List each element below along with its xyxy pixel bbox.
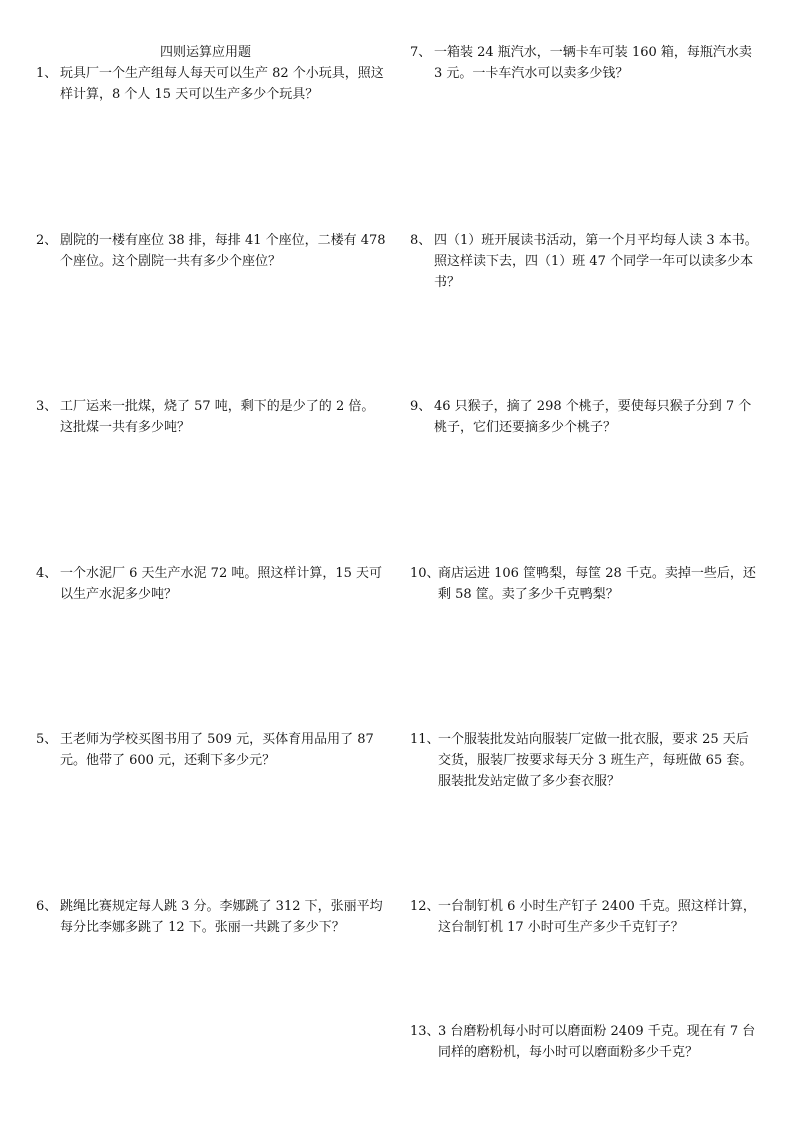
problem-number: 8、 xyxy=(410,233,432,248)
problem-number: 7、 xyxy=(410,45,432,60)
problem-number: 6、 xyxy=(36,899,58,914)
problem-text: 工厂运来一批煤，烧了 57 吨，剩下的是少了的 2 倍。这批煤一共有多少吨？ xyxy=(60,399,375,435)
problem-text: 王老师为学校买图书用了 509 元，买体育用品用了 87 元。他带了 600 元，还剩下多少元？ xyxy=(60,732,374,768)
problem-number: 11、 xyxy=(410,732,440,747)
problem-text: 剧院的一楼有座位 38 排，每排 41 个座位，二楼有 478 个座位。这个剧院一共有多少个座位？ xyxy=(60,233,386,269)
problem-4 xyxy=(36,563,386,605)
problem-number: 5、 xyxy=(36,732,58,747)
problem-6 xyxy=(36,896,386,938)
problem-text: 一箱装 24 瓶汽水，一辆卡车可装 160 箱，每瓶汽水卖 3 元。一卡车汽水可以卖多少钱？ xyxy=(434,45,752,81)
problem-9 xyxy=(410,396,760,438)
problem-3 xyxy=(36,396,386,438)
problem-12 xyxy=(410,896,760,938)
problem-text: 3 台磨粉机每小时可以磨面粉 2409 千克。现在有 7 台同样的磨粉机，每小时可以磨面粉多少千克？ xyxy=(438,1024,756,1060)
problem-number: 3、 xyxy=(36,399,58,414)
problem-number: 2、 xyxy=(36,233,58,248)
problem-5 xyxy=(36,729,386,771)
problem-text: 玩具厂一个生产组每人每天可以生产 82 个小玩具，照这样计算，8 个人 15 天可以生产多少个玩具？ xyxy=(60,66,384,102)
problem-text: 一个服装批发站向服装厂定做一批衣服，要求 25 天后交货，服装厂按要求每天分 3 班生产，每班做 65 套。服装批发站定做了多少套衣服？ xyxy=(438,732,753,789)
problem-number: 9、 xyxy=(410,399,432,414)
problem-number: 10、 xyxy=(410,566,440,581)
problem-text: 商店运进 106 筐鸭梨，每筐 28 千克。卖掉一些后，还剩 58 筐。卖了多少千克鸭梨？ xyxy=(438,566,756,602)
problem-1 xyxy=(36,63,386,105)
problem-2 xyxy=(36,230,386,272)
problem-text: 一个水泥厂 6 天生产水泥 72 吨。照这样计算，15 天可以生产水泥多少吨？ xyxy=(60,566,383,602)
problem-number: 4、 xyxy=(36,566,58,581)
problem-number: 1、 xyxy=(36,66,58,81)
problem-13 xyxy=(410,1021,760,1063)
problem-text: 一台制钉机 6 小时生产钉子 2400 千克。照这样计算，这台制钉机 17 小时可生产多少千克钉子？ xyxy=(438,899,756,935)
problem-text: 46 只猴子，摘了 298 个桃子，要使每只猴子分到 7 个桃子，它们还要摘多少个桃子？ xyxy=(434,399,752,435)
problem-number: 12、 xyxy=(410,899,440,914)
page-title: 四则运算应用题 xyxy=(160,45,252,60)
problem-text: 跳绳比赛规定每人跳 3 分。李娜跳了 312 下，张丽平均每分比李娜多跳了 12 下。张丽一共跳了多少下？ xyxy=(60,899,383,935)
problem-number: 13、 xyxy=(410,1024,440,1039)
problem-11 xyxy=(410,729,760,792)
problem-8 xyxy=(410,230,760,293)
problem-7 xyxy=(410,42,760,84)
problem-10 xyxy=(410,563,760,605)
problem-text: 四（1）班开展读书活动，第一个月平均每人读 3 本书。照这样读下去，四（1）班 47 个同学一年可以读多少本书？ xyxy=(434,233,758,290)
